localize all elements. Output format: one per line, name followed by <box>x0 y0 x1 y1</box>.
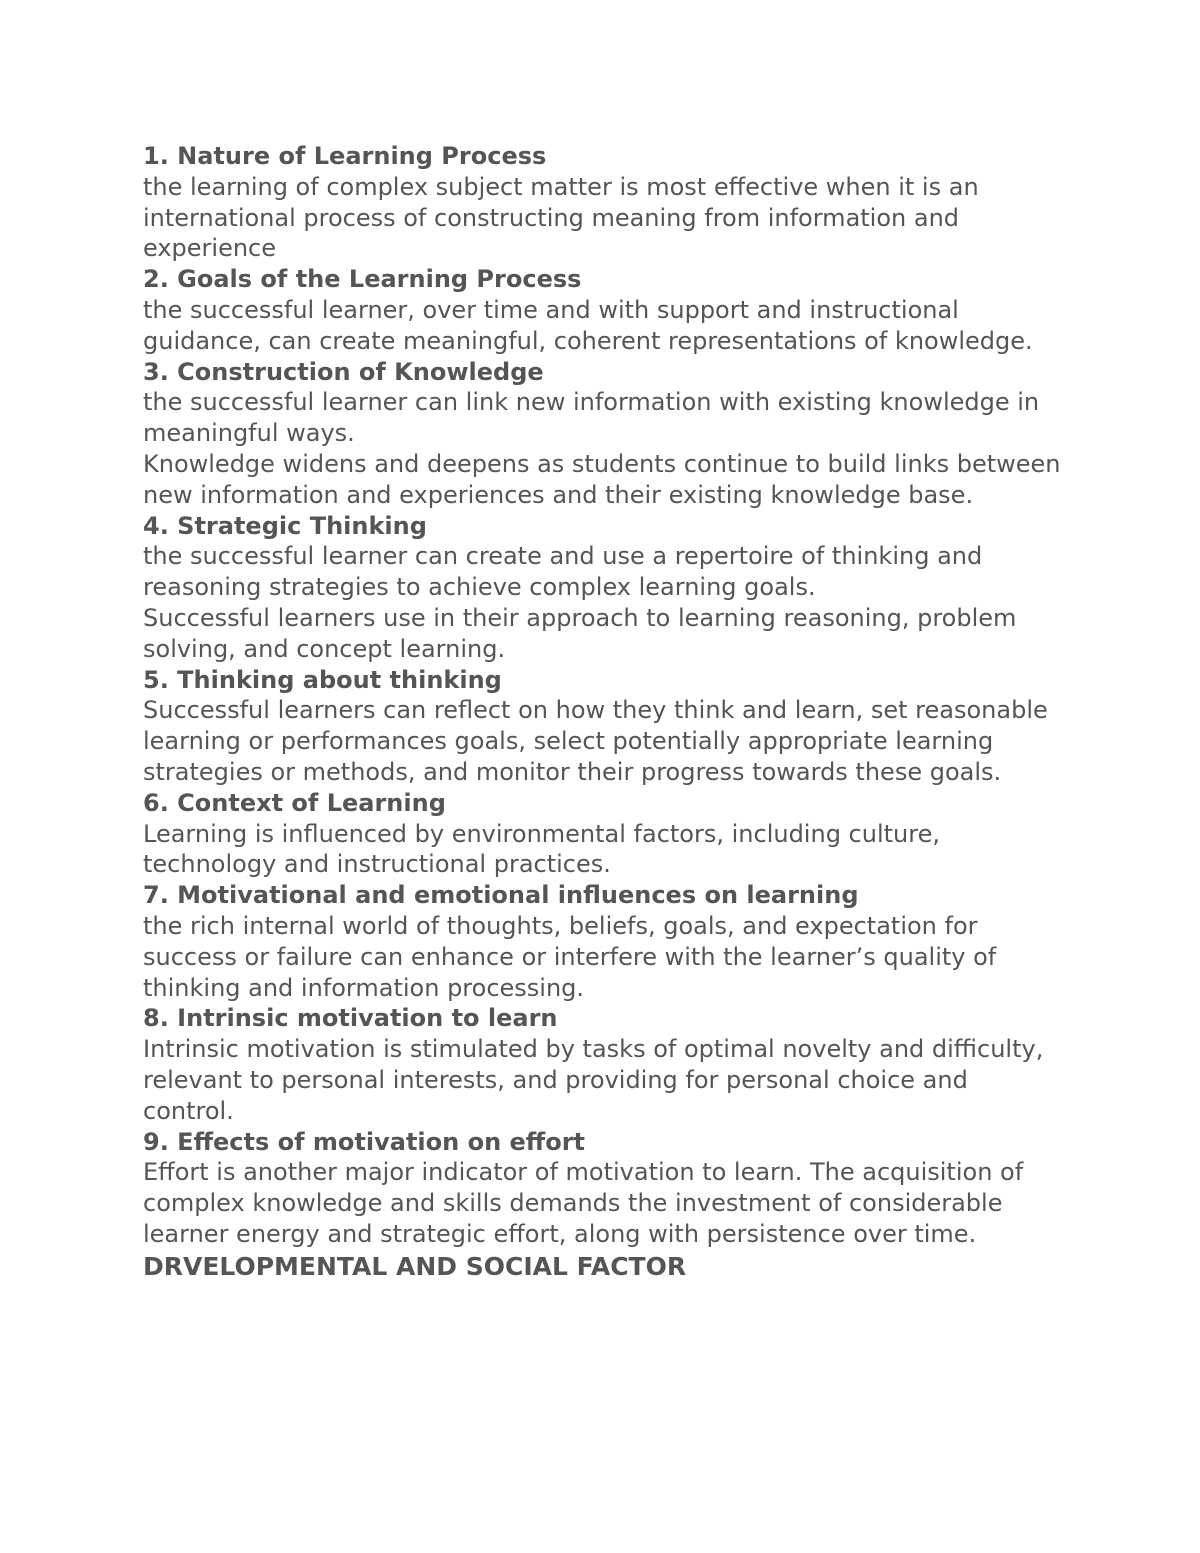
section-3 <box>143 357 1063 511</box>
section-paragraph: Effort is another major indicator of motivation to learn. The acquisition of complex knowledge and skills demands the investment of considerable learner energy and strategic effort, along with persistence over time. <box>143 1158 1024 1248</box>
section-heading: 4. Strategic Thinking <box>143 511 427 540</box>
section-heading: 8. Intrinsic motivation to learn <box>143 1004 558 1033</box>
section-paragraph: the successful learner, over time and with support and instructional guidance, can create meaningful, coherent representations of knowledge. <box>143 295 1033 355</box>
section-2 <box>143 264 1063 356</box>
section-paragraph: Successful learners can reflect on how they think and learn, set reasonable learning or performances goals, select potentially appropriate learning strategies or methods, and monitor their progress towards these goals. <box>143 696 1048 786</box>
section-paragraph: Intrinsic motivation is stimulated by tasks of optimal novelty and difficulty, relevant to personal interests, and providing for personal choice and control. <box>143 1035 1044 1125</box>
section-heading: 6. Context of Learning <box>143 788 446 817</box>
section-paragraph: Learning is influenced by environmental factors, including culture, technology and instructional practices. <box>143 819 940 879</box>
section-4 <box>143 511 1063 665</box>
section-heading: 5. Thinking about thinking <box>143 665 502 694</box>
section-1 <box>143 141 1063 264</box>
section-5 <box>143 665 1063 788</box>
section-paragraph: the learning of complex subject matter is most effective when it is an international process of constructing meaning from information and experience <box>143 172 979 263</box>
section-paragraph: Knowledge widens and deepens as students continue to build links between new information and experiences and their existing knowledge base. <box>143 449 1061 509</box>
section-heading: 2. Goals of the Learning Process <box>143 265 582 294</box>
section-6 <box>143 788 1063 880</box>
section-paragraph: the successful learner can link new information with existing knowledge in meaningful ways. <box>143 388 1040 448</box>
section-9 <box>143 1127 1063 1250</box>
section-8 <box>143 1003 1063 1126</box>
section-paragraph: Successful learners use in their approach to learning reasoning, problem solving, and concept learning. <box>143 603 1017 663</box>
section-heading: 3. Construction of Knowledge <box>143 357 544 386</box>
section-heading: 9. Effects of motivation on effort <box>143 1127 586 1156</box>
section-7 <box>143 880 1063 1003</box>
final-heading: DRVELOPMENTAL AND SOCIAL FACTOR <box>143 1251 687 1281</box>
section-paragraph: the successful learner can create and use a repertoire of thinking and reasoning strategies to achieve complex learning goals. <box>143 542 983 602</box>
section-heading: 7. Motivational and emotional influences on learning <box>143 881 859 910</box>
section-paragraph: the rich internal world of thoughts, beliefs, goals, and expectation for success or failure can enhance or interfere with the learner’s quality of thinking and information processing. <box>143 911 997 1002</box>
document-page <box>143 141 1063 1282</box>
section-heading: 1. Nature of Learning Process <box>143 142 547 170</box>
